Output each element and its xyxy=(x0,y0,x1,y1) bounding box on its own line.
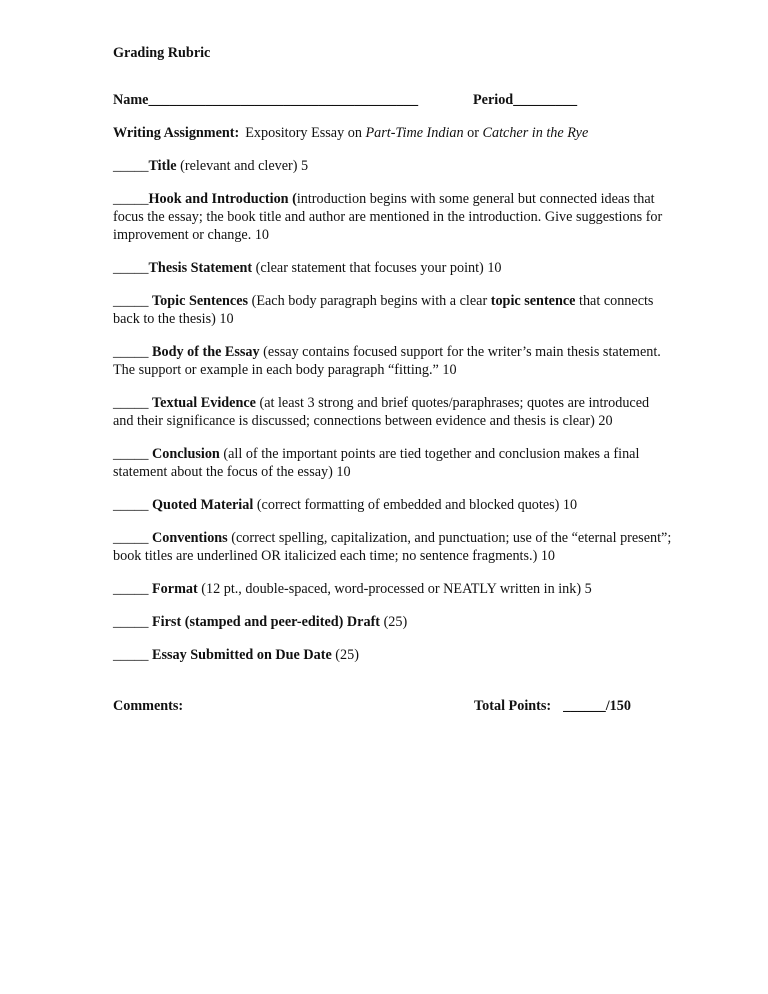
rubric-item-quoted-material xyxy=(113,496,673,514)
criterion-desc: (at least 3 strong and brief quotes/paraphrases; quotes are introduced and their significance is discussed; connections between evidence and thesis is clear) 20 xyxy=(113,395,650,429)
period-label: Period xyxy=(473,92,514,108)
criterion-title: Conclusion xyxy=(152,446,220,462)
rubric-item-hook-introduction xyxy=(113,190,673,244)
total-points-label: Total Points: xyxy=(474,698,552,714)
total-points[interactable] xyxy=(474,697,631,715)
name-field[interactable] xyxy=(113,92,418,108)
rubric-item-body-of-essay xyxy=(113,343,673,379)
score-blank[interactable]: _____ xyxy=(113,344,153,360)
criterion-title: First (stamped and peer-edited) Draft xyxy=(152,614,381,630)
name-label: Name xyxy=(113,92,149,108)
rubric-item-conventions xyxy=(113,529,673,565)
criterion-title: Essay Submitted on Due Date xyxy=(152,647,332,663)
criterion-desc: (clear statement that focuses your point) 10 xyxy=(252,260,502,276)
assignment-book-2: Catcher in the Rye xyxy=(482,125,589,141)
rubric-item-textual-evidence xyxy=(113,394,673,430)
criterion-desc-emphasis: topic sentence xyxy=(490,293,576,309)
criterion-title: Hook and Introduction ( xyxy=(148,191,297,207)
score-blank[interactable]: _____ xyxy=(113,191,149,207)
criterion-desc: (correct spelling, capitalization, and punctuation; use of the “eternal present”; book titles are underlined OR italicized each time; no sentence fragments.) 10 xyxy=(113,530,672,564)
criterion-desc-end: that connects back to the thesis) 10 xyxy=(113,293,654,327)
rubric-item-format xyxy=(113,580,673,598)
score-blank[interactable]: _____ xyxy=(113,293,153,309)
score-blank[interactable]: _____ xyxy=(113,395,153,411)
score-blank[interactable]: _____ xyxy=(113,581,153,597)
rubric-item-topic-sentences xyxy=(113,292,673,328)
criterion-title: Thesis Statement xyxy=(148,260,253,276)
criterion-desc: (12 pt., double-spaced, word-processed or NEATLY written in ink) 5 xyxy=(197,581,592,597)
criterion-desc: (essay contains focused support for the writer’s main thesis statement. The support or example in each body paragraph “fitting.” 10 xyxy=(113,344,661,378)
rubric-item-due-date xyxy=(113,646,673,664)
criterion-title: Format xyxy=(152,581,198,597)
criterion-desc: introduction begins with some general but connected ideas that focus the essay; the book title and author are mentioned in the introduction. Give suggestions for improvement or change. 10 xyxy=(113,191,663,243)
rubric-page xyxy=(113,44,673,717)
criterion-title: Quoted Material xyxy=(152,497,254,513)
rubric-item-conclusion xyxy=(113,445,673,481)
criterion-title: Title xyxy=(148,158,177,174)
assignment-text: Expository Essay on xyxy=(245,125,366,141)
name-blank: ______________________________________ xyxy=(148,92,419,108)
score-blank[interactable]: _____ xyxy=(113,446,153,462)
criterion-desc: (Each body paragraph begins with a clear xyxy=(248,293,491,309)
criterion-desc: (relevant and clever) 5 xyxy=(176,158,309,174)
name-period-row xyxy=(113,91,673,111)
assignment-connector: or xyxy=(463,125,483,141)
score-blank[interactable]: _____ xyxy=(113,647,153,663)
criterion-title: Conventions xyxy=(152,530,228,546)
criterion-desc: (25) xyxy=(331,647,359,663)
score-blank[interactable]: _____ xyxy=(113,497,153,513)
period-blank: _________ xyxy=(513,92,578,108)
total-points-value: ______/150 xyxy=(563,698,631,714)
score-blank[interactable]: _____ xyxy=(113,614,153,630)
period-field[interactable] xyxy=(473,91,577,109)
score-blank[interactable]: _____ xyxy=(113,260,149,276)
rubric-item-title xyxy=(113,157,673,175)
criterion-desc: (correct formatting of embedded and blocked quotes) 10 xyxy=(253,497,578,513)
rubric-item-thesis-statement xyxy=(113,259,673,277)
score-blank[interactable]: _____ xyxy=(113,158,149,174)
criterion-desc: (all of the important points are tied together and conclusion makes a final statement about the focus of the essay) 10 xyxy=(113,446,640,480)
assignment-book-1: Part-Time Indian xyxy=(365,125,464,141)
comments-total-row xyxy=(113,697,673,717)
criterion-title: Topic Sentences xyxy=(152,293,249,309)
assignment-label: Writing Assignment: xyxy=(113,125,240,141)
rubric-item-first-draft xyxy=(113,613,673,631)
criterion-title: Textual Evidence xyxy=(152,395,256,411)
score-blank[interactable]: _____ xyxy=(113,530,153,546)
criterion-desc: (25) xyxy=(380,614,408,630)
comments-label[interactable]: Comments: xyxy=(113,698,184,714)
page-title: Grading Rubric xyxy=(113,45,211,61)
criterion-title: Body of the Essay xyxy=(152,344,260,360)
writing-assignment xyxy=(113,124,673,142)
